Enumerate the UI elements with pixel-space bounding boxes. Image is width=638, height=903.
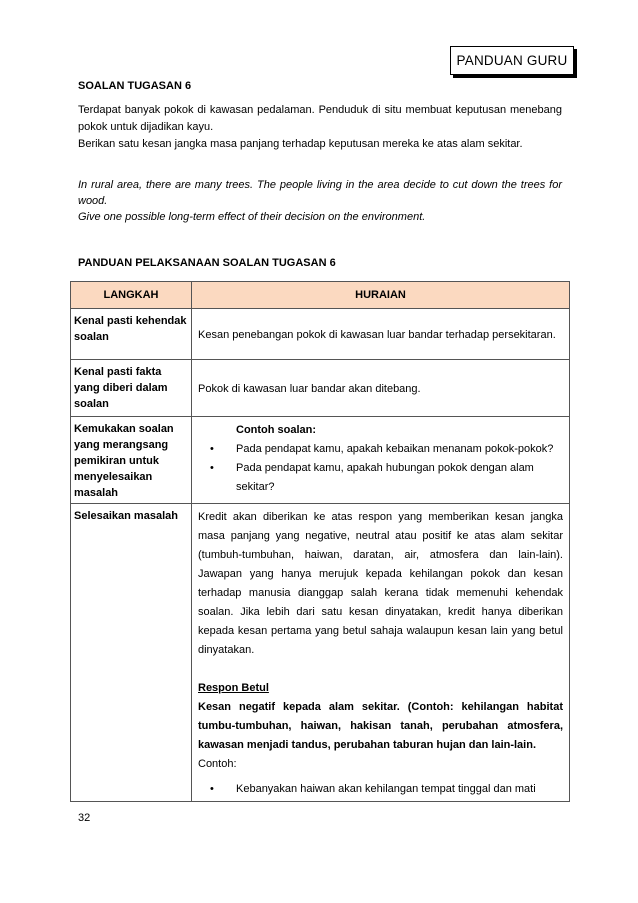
step-cell: Selesaikan masalah bbox=[71, 504, 192, 802]
contoh-label: Contoh: bbox=[198, 758, 237, 770]
table-row bbox=[71, 360, 570, 417]
step-cell: Kenal pasti fakta yang diberi dalam soalan bbox=[71, 360, 192, 417]
panduan-guru-badge: PANDUAN GURU bbox=[450, 46, 574, 75]
list-item-text: Pada pendapat kamu, apakah hubungan pokok dengan alam sekitar? bbox=[236, 462, 534, 493]
table-row bbox=[71, 417, 570, 504]
list-item-text: Pada pendapat kamu, apakah kebaikan menanam pokok-pokok? bbox=[236, 443, 554, 455]
contoh-list bbox=[198, 780, 563, 799]
bullet-icon: • bbox=[210, 462, 214, 474]
example-label: Contoh soalan: bbox=[236, 424, 317, 436]
question-malay-line-1: Terdapat banyak pokok di kawasan pedalaman. Penduduk di situ membuat keputusan menebang pokok untuk dijadikan kayu. bbox=[78, 104, 562, 133]
example-list bbox=[198, 440, 563, 497]
step-cell: Kenal pasti kehendak soalan bbox=[71, 309, 192, 360]
question-english-line-1: In rural area, there are many trees. The people living in the area decide to cut down the trees for wood. bbox=[78, 179, 562, 207]
question-malay bbox=[78, 102, 562, 153]
respon-title: Respon Betul bbox=[198, 682, 269, 694]
bullet-icon: • bbox=[210, 783, 214, 795]
question-malay-line-2: Berikan satu kesan jangka masa panjang terhadap keputusan mereka ke atas alam sekitar. bbox=[78, 138, 523, 150]
task-title: SOALAN TUGASAN 6 bbox=[78, 80, 192, 92]
description-cell bbox=[192, 504, 570, 802]
step-cell: Kemukakan soalan yang merangsang pemikiran untuk menyelesaikan masalah bbox=[71, 417, 192, 504]
list-item bbox=[198, 459, 563, 497]
header-langkah: LANGKAH bbox=[71, 282, 192, 309]
header-huraian: HURAIAN bbox=[192, 282, 570, 309]
table-row bbox=[71, 309, 570, 360]
credit-paragraph: Kredit akan diberikan ke atas respon yang memberikan kesan jangka masa panjang yang negative, neutral atau positif ke atas alam sekitar (tumbuh-tumbuhan, haiwan, daratan, air, atmosfera dan lain-lain). Jawapan yang hanya merujuk kepada kehilangan pokok dan kesan terhadap manusia dianggap salah kerana tidak memenuhi kehendak soalan. Jika lebih dari satu kesan dinyatakan, kredit hanya diberikan kepada kesan pertama yang betul sahaja walaupun kesan lain yang betul dinyatakan. bbox=[198, 511, 563, 656]
list-item-text: Kebanyakan haiwan akan kehilangan tempat tinggal dan mati bbox=[236, 783, 536, 795]
page-number: 32 bbox=[78, 812, 91, 824]
description-cell bbox=[192, 417, 570, 504]
guide-table bbox=[70, 281, 570, 802]
description-cell: Pokok di kawasan luar bandar akan ditebang. bbox=[192, 360, 570, 417]
list-item bbox=[198, 440, 563, 459]
question-english-line-2: Give one possible long-term effect of their decision on the environment. bbox=[78, 211, 426, 223]
respon-text: Kesan negatif kepada alam sekitar. (Contoh: kehilangan habitat tumbu-tumbuhan, haiwan, hakisan tanah, perubahan atmosfera, kawasan menjadi tandus, perubahan taburan hujan dan lain-lain. bbox=[198, 701, 563, 751]
table-row bbox=[71, 504, 570, 802]
description-cell: Kesan penebangan pokok di kawasan luar bandar terhadap persekitaran. bbox=[192, 309, 570, 360]
list-item bbox=[198, 780, 563, 799]
bullet-icon: • bbox=[210, 443, 214, 455]
question-english bbox=[78, 177, 562, 225]
guide-title: PANDUAN PELAKSANAAN SOALAN TUGASAN 6 bbox=[78, 257, 336, 269]
table-header-row bbox=[71, 282, 570, 309]
